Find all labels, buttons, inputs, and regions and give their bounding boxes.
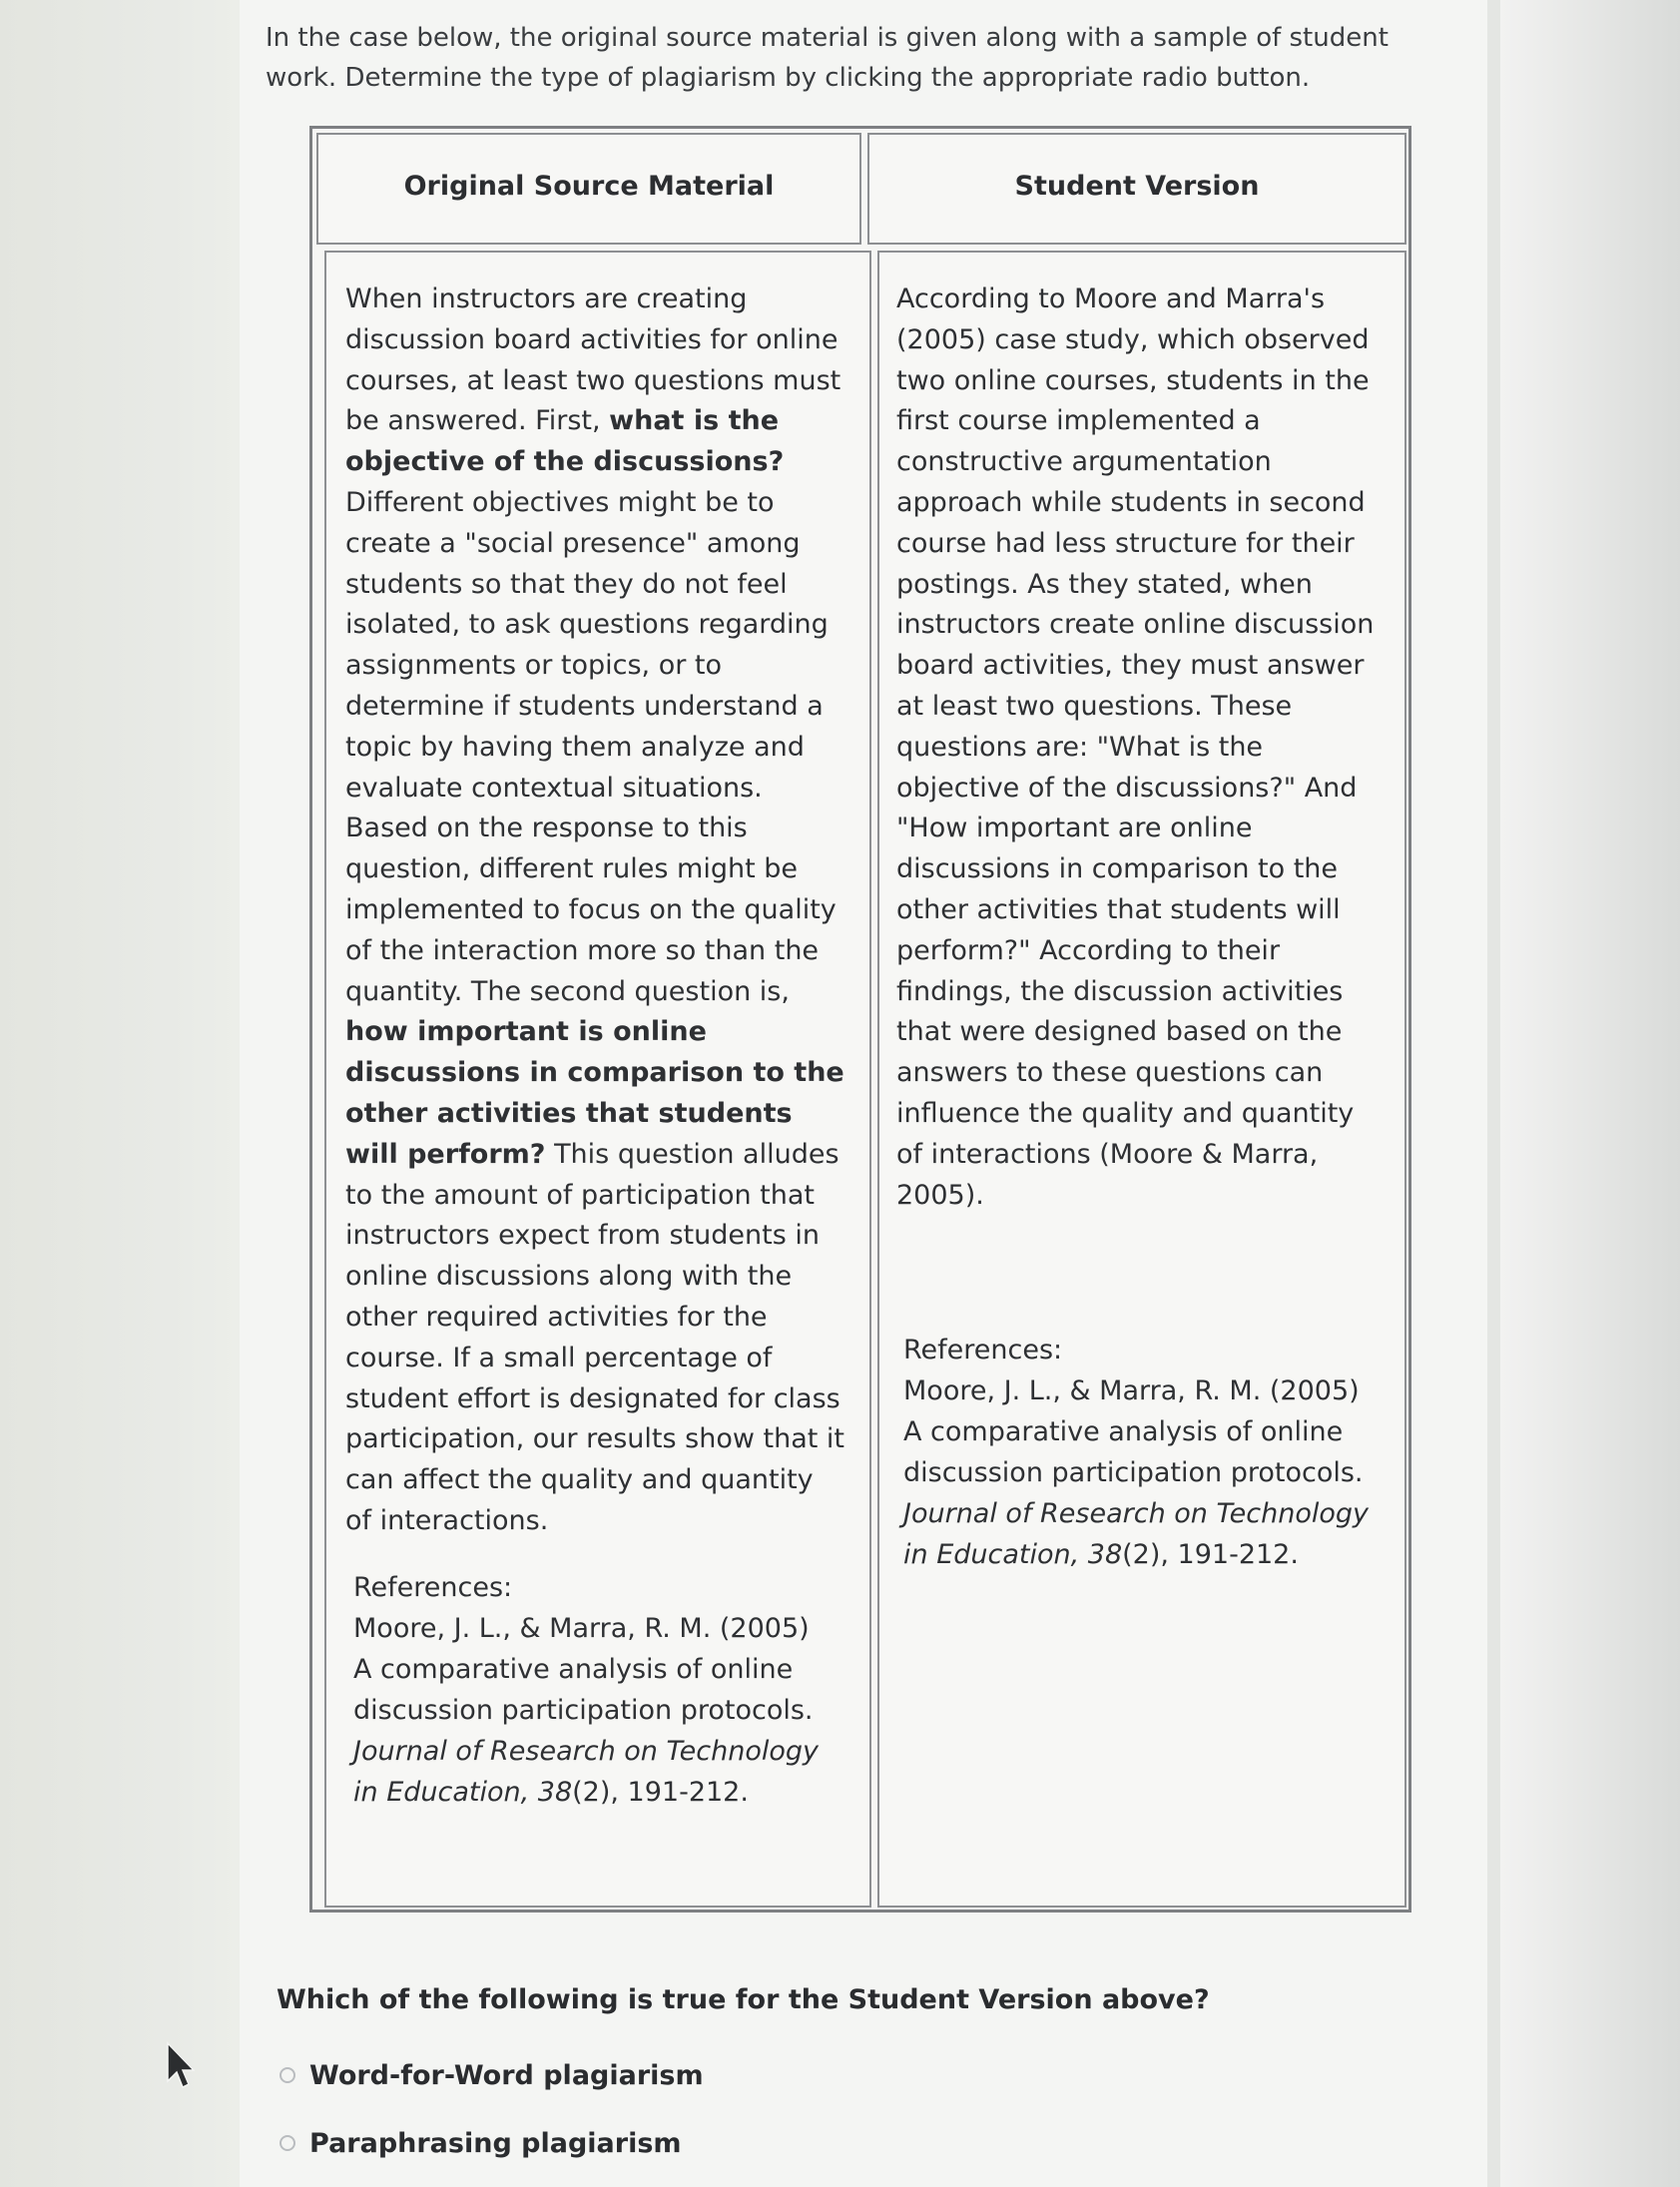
original-ref-issue: (2), 191-212. — [572, 1777, 749, 1808]
original-ref-title: A comparative analysis of online discussion participation protocols. — [353, 1654, 814, 1726]
student-header-cell — [867, 133, 1406, 245]
option-paraphrasing[interactable] — [280, 2123, 682, 2163]
paraphrasing-radio[interactable] — [280, 2135, 295, 2151]
mouse-cursor-icon — [165, 2041, 195, 2093]
question-text: Which of the following is true for the Student Version above? — [277, 1984, 1210, 2015]
original-text-part-2: Different objectives might be to create a "social presence" among students so that they do not feel isolated, to ask questions regarding assignments or topics, or to determine if students understand a topic by having them analyze and evaluate contextual situations. Based on the response to this question, different rules might be implemented to focus on the quality of the interaction more so than the quantity. The second question is, — [345, 486, 837, 1007]
original-references — [353, 1567, 833, 1813]
student-ref-authors: Moore, J. L., & Marra, R. M. (2005) — [903, 1375, 1360, 1406]
original-ref-authors: Moore, J. L., & Marra, R. M. (2005) — [353, 1613, 810, 1644]
student-header: Student Version — [1014, 171, 1260, 202]
original-header: Original Source Material — [403, 171, 775, 202]
original-text-part-3: This question alludes to the amount of participation that instructors expect from students in online discussions along with the other required activities for the course. If a small percentage of student effort is designated for class participation, our results show that it can affect the quality and quantity of interactions. — [345, 1138, 845, 1536]
original-question-1: what is the objective of the discussions? — [345, 405, 785, 478]
original-source-text — [345, 279, 844, 1542]
left-background — [0, 0, 240, 2187]
original-ref-label: References: — [353, 1572, 513, 1603]
original-text-part-1: When instructors are creating discussion board activities for online courses, at least two questions must be answered. First, — [345, 283, 841, 437]
right-background — [1500, 0, 1680, 2187]
original-header-cell — [316, 133, 861, 245]
option-word-for-word[interactable] — [280, 2055, 704, 2095]
original-ref-journal: Journal of Research on Technology in Education, 38 — [353, 1736, 819, 1808]
student-version-text: According to Moore and Marra's (2005) case study, which observed two online courses, students in the first course implemented a constructive argumentation approach while students in second course had less structure for their postings. As they stated, when instructors create online discussion board activities, they must answer at least two questions. These questions are: "What is the objective of the discussions?" And "How important are online discussions in comparison to the other activities that students will perform?" According to their findings, the discussion activities that were designed based on the answers to these questions can influence the quality and quantity of interactions (Moore & Marra, 2005). — [896, 283, 1375, 1211]
word-for-word-label[interactable]: Word-for-Word plagiarism — [309, 2059, 704, 2091]
student-ref-issue: (2), 191-212. — [1122, 1539, 1299, 1570]
student-references — [903, 1330, 1373, 1575]
student-ref-journal: Journal of Research on Technology in Education, 38 — [903, 1498, 1369, 1570]
word-for-word-radio[interactable] — [280, 2067, 295, 2083]
original-question-2: how important is online discussions in comparison to the other activities that students will perform? — [345, 1016, 844, 1170]
paraphrasing-label[interactable]: Paraphrasing plagiarism — [309, 2127, 682, 2159]
student-ref-label: References: — [903, 1335, 1063, 1366]
instructions-text: In the case below, the original source material is given along with a sample of student work. Determine the type of plagiarism by clicking the appropriate radio button. — [266, 23, 1389, 93]
student-ref-title: A comparative analysis of online discussion participation protocols. — [903, 1416, 1364, 1488]
